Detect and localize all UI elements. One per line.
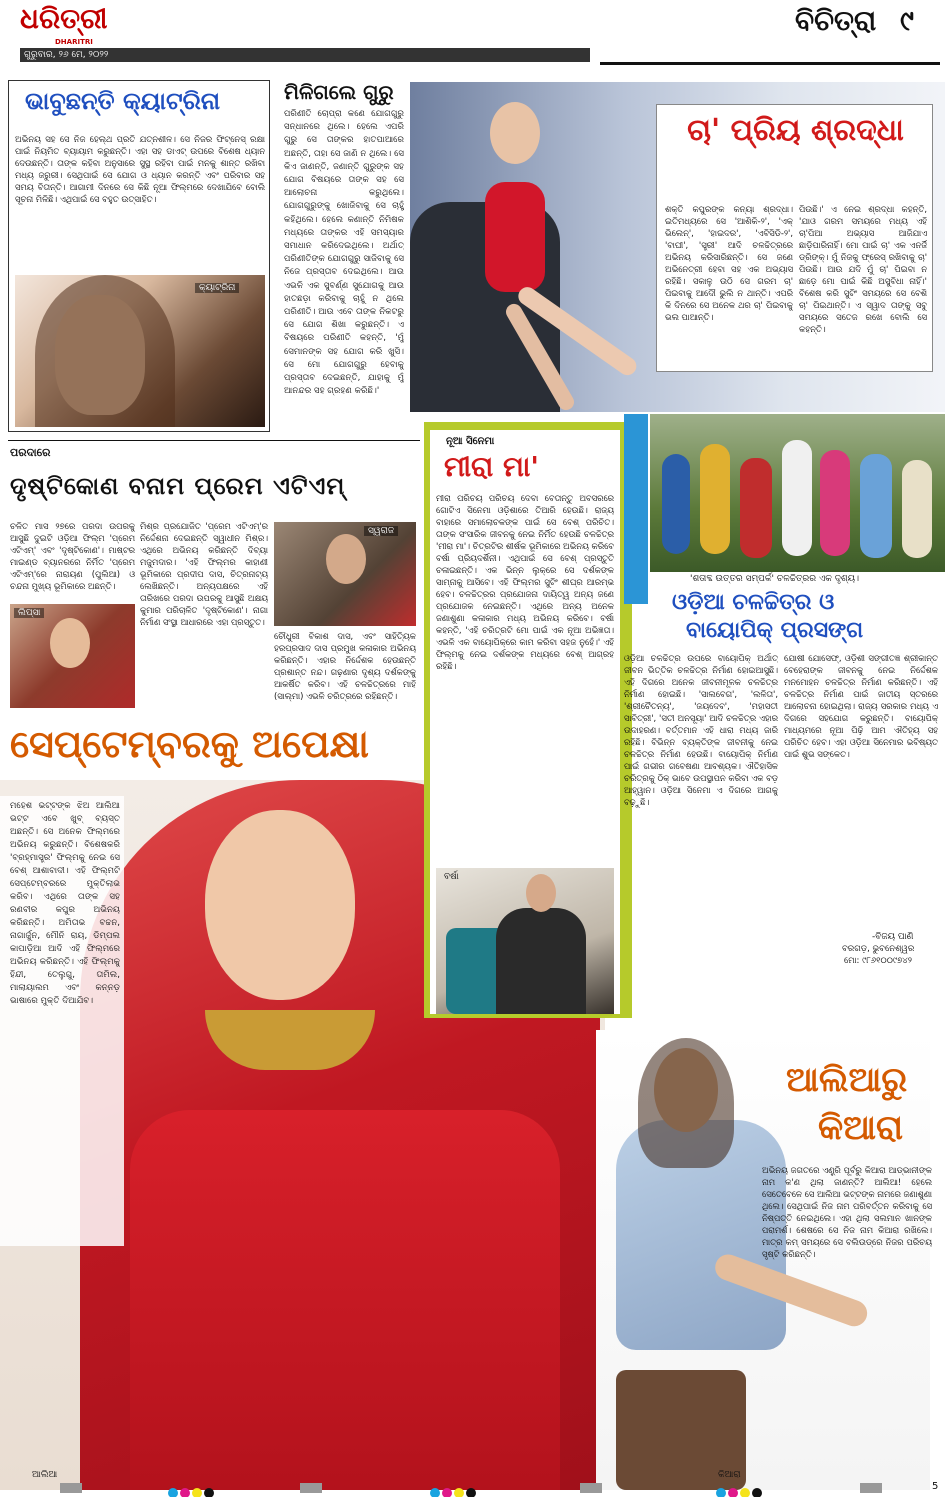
masthead — [0, 0, 945, 72]
film-figure-4 — [782, 440, 812, 556]
film-figure-7 — [902, 460, 932, 558]
section-name: ବିଚିତ୍ରା — [795, 4, 877, 37]
alia-lehenga — [130, 1110, 560, 1490]
drushtikona-kicker: ପରଦାରେ — [10, 446, 51, 459]
meera-title: ମୀରା ମା' — [444, 450, 539, 483]
masthead-rule — [600, 62, 940, 65]
film-figure-1 — [662, 454, 690, 554]
lipsa-face — [50, 618, 90, 668]
dot-cyan — [430, 1488, 440, 1497]
odia-film-photo-caption: 'ଶତାବ୍ଦ ଉତ୍ତର ସମ୍ପର୍କ' ଚଳଚ୍ଚିତ୍ରର ଏକ ଦୃଶ୍ୟ। — [690, 574, 860, 584]
odia-film-title-2: ବାୟୋପିକ୍ ପ୍ରସଙ୍ଗ — [686, 618, 864, 643]
kiara-body: ଅଭିନୟ ଜଗତରେ ଏଣ୍ଟ୍ରି ପୂର୍ବରୁ କିଆରା ଆଡ୍ଭାନୀଙ୍କ ନାମ କ'ଣ ଥିଲା ଜାଣନ୍ତି? ଆଲିଆ! ହେଲେ ସେତେବେଳେ ସେ ଆଲିଆ ଭଟ୍ଟଙ୍କ ନାମରେ ଜଣାଶୁଣା ଥିଲେ। ସେଥିପାଇଁ ନିଜ ନାମ ପରିବର୍ତ୍ତନ କରିବାକୁ ସେ ନିଷ୍ପତ୍ତି ନେଇଥିଲେ। ଏହା ଥିଲା ସଲମାନ ଖାନଙ୍କ ପରାମର୍ଶ। ଶେଷରେ ସେ ନିଜ ନାମ କିଆରା ରଖିଲେ। ମାତ୍ର କମ୍ ସମୟରେ ସେ ବଲିଉଡ୍‌ରେ ନିଜର ପରିଚୟ ସୃଷ୍ଟି କରିଛନ୍ତି। — [762, 1165, 932, 1259]
alia-title: ସେପ୍ଟେମ୍ବରକୁ ଅପେକ୍ଷା — [10, 722, 369, 766]
color-dots-1 — [168, 1483, 216, 1497]
dot-yellow — [454, 1488, 464, 1497]
color-dots-2 — [430, 1483, 478, 1497]
dot-black — [752, 1488, 762, 1497]
dot-magenta — [180, 1488, 190, 1497]
dot-yellow — [740, 1488, 750, 1497]
dot-cyan — [168, 1488, 178, 1497]
meera-body: ମୀରା ପରିଚୟ ପରିଚୟ ଦେବା ବେତାନ୍ତୁ ଅବସରରେ ଗୋଟିଏ ସିନେମା ଓଡ଼ିଶାରେ ତିଆରି ହେଉଛି। ରାଜ୍ୟ ବାହାରେ ସମାଲୋଚକଙ୍କ ପାଇଁ ସେ ବେଶ୍ ପରିଚିତ। ତାଙ୍କ ସଂସାରିକ ଜୀବନକୁ ନେଇ ନିର୍ମିତ ହେଉଛି ଚଳଚ୍ଚିତ୍ର 'ମୀରା ମା'। ଚିତ୍ରଟିର ଶୀର୍ଷକ ଭୂମିକାରେ ଅଭିନୟ କରିବେ ବର୍ଷା ପ୍ରିୟଦର୍ଶିନୀ। ଏଥିପାଇଁ ସେ ବେଶ୍ ପ୍ରସ୍ତୁତି ଚଳାଇଛନ୍ତି। ଏକ ଭିନ୍ନ ଲୁକ୍‌ରେ ସେ ଦର୍ଶକଙ୍କ ସାମ୍ନାକୁ ଆସିବେ। ଏହି ଫିଲ୍ମର ସୁଟିଂ ଶୀଘ୍ର ଆରମ୍ଭ ହେବ। ଚଳଚ୍ଚିତ୍ରର ପ୍ରଯୋଜନା ଦାୟିତ୍ୱ ଅନ୍ୟ ଜଣେ ପ୍ରଯୋଜକ ନେଇଛନ୍ତି। ଏଥିରେ ଅନ୍ୟ ଅନେକ ଜଣାଶୁଣା କଳାକାର ମଧ୍ୟ ଅଭିନୟ କରିବେ। ବର୍ଷା କହନ୍ତି, 'ଏହି ଚରିତ୍ରଟି ମୋ ପାଇଁ ଏକ ନୂଆ ଅଭିଜ୍ଞତା। ଏଭଳି ଏକ ବାୟୋପିକ୍‌ରେ କାମ କରିବା ସହଜ ନୁହେଁ।' ଏହି ଫିଲ୍ମକୁ ନେଇ ଦର୍ଶକଙ୍କ ମଧ୍ୟରେ ବେଶ୍ ଆଗ୍ରହ ରହିଛି। — [436, 493, 614, 671]
shraddha-head — [490, 102, 540, 164]
section-rule — [8, 440, 420, 441]
barsha-photo — [436, 868, 614, 1014]
katrina-body: ଅଭିନୟ ସହ ସେ ନିଜ ହେଲ୍ଥ ପ୍ରତି ଯତ୍ନଶୀଳ। ସେ ନିଜର ଫିଟ୍ନେସ୍ ରକ୍ଷା ପାଇଁ ନିୟମିତ ବ୍ୟାୟାମ କରୁଛନ୍ତି। ଏହା ସହ ଡାଏଟ୍ ଉପରେ ବିଶେଷ ଧ୍ୟାନ ଦେଉଛନ୍ତି। ତାଙ୍କ କହିବା ଅନୁସାରେ ସୁସ୍ଥ ରହିବା ପାଇଁ ମନକୁ ଶାନ୍ତ ରଖିବା ମଧ୍ୟ ଜରୁରୀ। ସେଥିପାଇଁ ସେ ଯୋଗ ଓ ଧ୍ୟାନ କରନ୍ତି ଏବଂ ପରିବାର ସହ ସମୟ ବିତାନ୍ତି। ଆଗାମୀ ଦିନରେ ସେ କିଛି ନୂଆ ଫିଲ୍ମରେ ଦେଖାଯିବେ ବୋଲି ସୂଚନା ମିଳିଛି। ଏଥିପାଇଁ ସେ ବହୁତ ଉତ୍ସାହିତ। — [15, 134, 265, 204]
odia-film-col2: ଯୋଷୀ ଯୋସେଫ୍, ଓଡ଼ିଶୀ ସଙ୍ଗୀତଜ୍ଞ ଶ୍ରୀକାନ୍ତ ବେହେରାଙ୍କ ଜୀବନକୁ ନେଇ ନିର୍ଦ୍ଦେଶକ ମନମୋହନ ଚଳଚ୍ଚିତ୍ର ନିର୍ମାଣ କରିଛନ୍ତି। ଏହି ଚଳଚ୍ଚିତ୍ର ନିର୍ମାଣ ପାଇଁ ଜାତୀୟ ସ୍ତରରେ ଆଲୋଚନା ହୋଇଥିଲା। ରାଜ୍ୟ ସରକାର ମଧ୍ୟ ଏ ଦିଗରେ ସହଯୋଗ କରୁଛନ୍ତି। ବାୟୋପିକ୍ ମାଧ୍ୟମରେ ନୂଆ ପିଢ଼ି ଆମ ଐତିହ୍ୟ ସହ ପରିଚିତ ହେବ। ଏହା ଓଡ଼ିଆ ସିନେମାର ଭବିଷ୍ୟତ ପାଇଁ ଶୁଭ ସଙ୍କେତ। — [784, 653, 938, 759]
film-figure-2 — [700, 444, 730, 554]
reg-mark-4 — [860, 1483, 882, 1493]
date-line: ଗୁରୁବାର, ୨୬ ମେ, ୨୦୨୨ — [24, 50, 109, 60]
drushtikona-col1: ଚଳିତ ମାସ ୨୭ରେ ପରଦା ଉପରକୁ ଆସୁଛି ଦୁଇଟି ଓଡ଼ିଆ ଫିଲ୍ମ 'ପ୍ରେମ ଏଟିଏମ୍' ଏବଂ 'ଦୃଷ୍ଟିକୋଣ'। ମାଷ୍ଟର ମାଇଣ୍ଡ ବ୍ୟାନରରେ ନିର୍ମିତ 'ପ୍ରେମ ଏଟିଏମ୍'ରେ ନାରାୟଣ (ପୁଲିଆ) ଓ ଚନ୍ଦନା ମୁଖ୍ୟ ଭୂମିକାରେ ଅଛନ୍ତି। — [10, 521, 135, 591]
meera-box — [430, 430, 620, 1014]
film-figure-6 — [860, 454, 892, 558]
shraddha-col2: ପିଉଛି।' ଏ ନେଇ ଶ୍ରଦ୍ଧା କହନ୍ତି, 'ଯାଓ ଗରମ ସମୟରେ ମଧ୍ୟ ଏହି ଚା'ପିଆ ଅଭ୍ୟାସ ଆଜିଯାଏ ଛାଡ଼ିପାରିନାହିଁ। ମୋ ପାଇଁ ଚା' ଏକ ଏନର୍ଜି ଡ୍ରିଙ୍କ୍। ମୁଁ ନିଜକୁ ଫ୍ରେସ୍ ରଖିବାକୁ ଚା' ପିଉଛି। ଆଉ ଯଦି ମୁଁ ଚା' ପିଇବା ନ ଛାଡ଼େ ମୋ ପାଇଁ କିଛି ଅସୁବିଧା ନାହିଁ।' ବିଶେଷ କରି ସୁଟିଂ ସମୟରେ ସେ ବେଶି ଚା' ପିଇଥାନ୍ତି। ଏ ସ୍ୱାଦ ତାଙ୍କୁ ସବୁ ସମୟରେ ସତେଜ ରଖେ ବୋଲି ସେ କହନ୍ତି। — [799, 204, 927, 334]
katrina-title: ଭାବୁଛନ୍ତି କ୍ୟାଟ୍ରିନା — [25, 87, 221, 115]
reg-mark-2 — [300, 1483, 322, 1493]
dot-magenta — [442, 1488, 452, 1497]
barsha-head — [526, 874, 556, 912]
odia-film-col1: ଓଡ଼ିଆ ଚଳଚ୍ଚିତ୍ର ଉପରେ ବାୟୋପିକ୍ ଅର୍ଥାତ୍ ଜୀବନ ଭିତ୍ତିକ ଚଳଚ୍ଚିତ୍ର ନିର୍ମାଣ ହୋଇଆସୁଛି। ଏହି ଦିଗରେ ଅନେକ ଜୀବନୀମୂଳକ ଚଳଚ୍ଚିତ୍ର ନିର୍ମାଣ ହୋଇଛି। 'ସାଲବେଗ', 'ଲଳିତା', 'ଶ୍ରୀଚୈତନ୍ୟ', 'ଜୟଦେବ', 'ମହାସତୀ ସାବିତ୍ରୀ', 'ସତୀ ଅନସୂୟା' ଆଦି ଚଳଚ୍ଚିତ୍ର ଏହାର ଉଦାହରଣ। ବର୍ତ୍ତମାନ ଏହି ଧାରା ମଧ୍ୟ ଜାରି ରହିଛି। ବିଭିନ୍ନ ବ୍ୟକ୍ତିଙ୍କ ଜୀବନୀକୁ ନେଇ ଚଳଚ୍ଚିତ୍ର ନିର୍ମାଣ ହେଉଛି। ବାୟୋପିକ୍ ନିର୍ମାଣ ପାଇଁ ଗଭୀର ଗବେଷଣା ଆବଶ୍ୟକ। ଐତିହାସିକ ଚରିତ୍ରକୁ ଠିକ୍ ଭାବେ ଉପସ୍ଥାପନ କରିବା ଏକ ବଡ଼ ଆହ୍ୱାନ। ଓଡ଼ିଆ ସିନେମା ଏ ଦିଗରେ ଆଗକୁ ବଢ଼ୁଛି। — [624, 653, 778, 807]
page-mark: 5 — [932, 1481, 939, 1492]
katrina-hair — [35, 275, 175, 427]
reg-mark-3 — [580, 1483, 602, 1493]
footer — [0, 1480, 945, 1497]
film-figure-5 — [820, 450, 850, 556]
odia-film-phone: ମୋ: ୯୮୬୧୦୦୯୭୪୨ — [844, 956, 912, 966]
film-figure-3 — [740, 458, 772, 558]
dot-yellow — [192, 1488, 202, 1497]
odia-film-title-1: ଓଡ଼ିଆ ଚଳଚ୍ଚିତ୍ର ଓ — [672, 590, 835, 615]
logo-text: ଧରିତ୍ରୀ — [20, 2, 108, 35]
swaraj-face — [326, 534, 366, 584]
dot-magenta — [728, 1488, 738, 1497]
katrina-photo — [15, 275, 265, 427]
page-number: ୯ — [900, 4, 914, 37]
dot-black — [204, 1488, 214, 1497]
kiara-hair — [638, 1038, 734, 1168]
katrina-caption: କ୍ୟାଟ୍ରିନା — [195, 283, 239, 293]
kiara-title-1: ଆଲିଆରୁ — [786, 1060, 908, 1100]
barsha-caption: ବର୍ଷା — [444, 872, 459, 882]
reg-mark-1 — [60, 1483, 82, 1493]
meera-blue-bar — [624, 414, 648, 604]
kiara-caption: କିଆରା — [718, 1470, 741, 1480]
katrina-box — [8, 80, 270, 432]
logo — [20, 2, 140, 38]
guru-body: ପରିଣୀତି ଚୋପ୍ରା କଣେ ଯୋଗଗୁରୁ ସନ୍ଧାନରେ ଥିଲେ। ହେଲେ ଏପରି ଗୁରୁ ସେ ତାଙ୍କର ହାତପାଆରେ ଅଛନ୍ତି, ତାହା ସେ ଜାଣି ନ ଥିଲେ। ସେ କିଏ ଜାଣନ୍ତି, ଜଣାନ୍ତି ଗୁରୁଙ୍କ ସହ ଯୋଗ ବିଷୟରେ ତାଙ୍କ ସହ ସେ ଆଲୋଚନା କରୁଥିଲେ। ଯୋଗଗୁରୁଙ୍କୁ ଖୋଜିବାକୁ ସେ ଚାହୁଁ କହିଥିଲେ। ହେଲେ କଣାନ୍ତି ନିମିଷକ ମଧ୍ୟରେ ତାଙ୍କର ଏହି ସମସ୍ୟାର ସମାଧାନ କରିଦେଇଥିଲେ। ଅର୍ଥାତ୍ ପରିଣୀତିଙ୍କ ଯୋଗଗୁରୁ ସାଜିବାକୁ ସେ ନିଜେ ପ୍ରସ୍ତାବ ଦେଇଥିଲେ। ଆଉ ଏଭଳି ଏକ ସୁବର୍ଣ୍ଣ ସୁଯୋଗକୁ ଆଉ ହାତଛଡ଼ା କରିବାକୁ ଚାହୁଁ ନ ଥିଲେ ପରିଣୀତି। ଆଉ ଏବେ ତାଙ୍କ ନିକଟରୁ ସେ ଯୋଗ ଶିଖା କରୁଛନ୍ତି। ଏ ବିଷୟରେ ପରିଣୀତି କହନ୍ତି, 'ମୁଁ ସେମାନଙ୍କ ସହ ଯୋଗ କରି ଖୁସି। ସେ ମୋ ଯୋଗଗୁରୁ ହେବାକୁ ପ୍ରସ୍ତାବ ଦେଇଛନ୍ତି, ଯାହାକୁ ମୁଁ ଆନନ୍ଦର ସହ ଗ୍ରହଣ କରିଛି।' — [284, 109, 404, 397]
drushtikona-col2: ମିଶ୍ର ପ୍ରଯୋଜିତ 'ପ୍ରେମ ଏଟିଏମ୍'ର ନିର୍ଦ୍ଦେଶନା ଦେଇଛନ୍ତି ସ୍ୱାଧୀନ ମିଶ୍ର। ଏଥିରେ ଅଭିନୟ କରିଛନ୍ତି ଦିବ୍ୟା ମଜୁମଦାର। 'ଏହି ଫିଲ୍ମର କାହାଣୀ ଭୂମିକାରେ ପ୍ରଦୀପ ଦାସ, ଚିତ୍ରନାଟ୍ୟ ଲେଖିଛନ୍ତି। ଅନ୍ୟପକ୍ଷରେ ଏହି ତାରିଖରେ ପରଦା ଉପରକୁ ଆସୁଛି ଅକ୍ଷୟ କୁମାର ପରିଚାଳିତ 'ଦୃଷ୍ଟିକୋଣ'। ନାଗା ନିର୍ମାଣ ସଂସ୍ଥା ଆଧାରରେ ଏହା ପ୍ରସ୍ତୁତ। — [140, 521, 268, 627]
lipsa-caption: ଲିପ୍ସା — [14, 608, 44, 618]
swaraj-caption: ସ୍ୱରାଜ — [364, 526, 398, 536]
shraddha-text-box — [656, 104, 933, 372]
dot-black — [466, 1488, 476, 1497]
odia-film-photo — [650, 414, 945, 572]
shraddha-title: ଚା' ପ୍ରିୟ ଶ୍ରଦ୍ଧା — [687, 113, 904, 148]
guru-title: ମିଳିଗଲେ ଗୁରୁ — [284, 80, 394, 104]
color-dots-3 — [716, 1483, 764, 1497]
shraddha-col1: ଶକ୍ତି କପୁରଙ୍କ କନ୍ୟା ଶ୍ରଦ୍ଧା। ଇତିମଧ୍ୟରେ ସେ 'ଆଶିକି-୨', 'ଏକ୍ ଭିଲେନ୍', 'ହାଇଦର', 'ଏବିସିଡି-୨', 'ବାଘୀ', 'ସ୍ତ୍ରୀ' ଆଦି ଚଳଚ୍ଚିତ୍ରରେ ଅଭିନୟ କରିସାରିଛନ୍ତି। ସେ ଜଣେ ଅଭିନେତ୍ରୀ ହେବା ସହ ଏକ ଅଭ୍ୟାସ ରହିଛି। ସକାଳୁ ଉଠି ସେ ଗରମ ଚା' ପିଇବାକୁ ଆଦୌ ଭୁଲି ନ ଥାନ୍ତି। ଏପରି କି ଦିନରେ ସେ ଅନେକ ଥର ଚା' ପିଇବାକୁ ଭଲ ପାଆନ୍ତି। — [665, 204, 793, 322]
alia-face — [205, 810, 355, 1000]
dot-cyan — [716, 1488, 726, 1497]
swaraj-photo — [274, 522, 416, 626]
logo-sub: DHARITRI — [55, 38, 93, 46]
meera-kicker: ନୂଆ ସିନେମା — [446, 436, 495, 447]
odia-film-place: ବରଗଡ଼, ଭୁବନେଶ୍ୱର — [842, 944, 915, 954]
alia-caption: ଆଲିଆ — [32, 1470, 58, 1480]
lipsa-photo — [10, 604, 135, 708]
kiara-title-2: କିଆରା — [818, 1108, 904, 1148]
alia-body: ମହେଶ ଭଟ୍ଟଙ୍କ ଝିଅ ଆଲିଆ ଭଟ୍ଟ ଏବେ ଖୁବ୍ ବ୍ୟସ୍ତ ଅଛନ୍ତି। ସେ ଅନେକ ଫିଲ୍ମରେ ଅଭିନୟ କରୁଛନ୍ତି। ବିଶେଷକରି 'ବ୍ରହ୍ମାସ୍ତ୍ର' ଫିଲ୍ମକୁ ନେଇ ସେ ବେଶ୍ ଆଶାବାଦୀ। ଏହି ଫିଲ୍ମଟି ସେପ୍ଟେମ୍ବରରେ ମୁକ୍ତିଲାଭ କରିବ। ଏଥିରେ ତାଙ୍କ ସହ ରଣବୀର କପୁର ଅଭିନୟ କରିଛନ୍ତି। ଅମିତାଭ ବଚ୍ଚନ, ନାଗାର୍ଜୁନ, ମୌନି ରାୟ, ଡିମ୍ପଲ କାପାଡ଼ିଆ ଆଦି ଏହି ଫିଲ୍ମରେ ଅଭିନୟ କରିଛନ୍ତି। ଏହି ଫିଲ୍ମକୁ ହିନ୍ଦୀ, ତେଲୁଗୁ, ତାମିଲ, ମାଲାୟାଲମ ଏବଂ କନ୍ନଡ଼ ଭାଷାରେ ମୁକ୍ତି ଦିଆଯିବ। — [10, 801, 120, 1006]
drushtikona-title: ଦୃଷ୍ଟିକୋଣ ବନାମ ପ୍ରେମ ଏଟିଏମ୍ — [10, 472, 346, 500]
drushtikona-col3: ଚୌଧୁରୀ ବିକାଶ ଦାସ, ଏବଂ ସାହିତ୍ୟିକ ହରପ୍ରସାଦ ଦାସ ପ୍ରମୁଖ କଳାକାର ଅଭିନୟ କରିଛନ୍ତି। ଏହାର ନିର୍ଦ୍ଦେଶକ ହେଉଛନ୍ତି ପ୍ରଶାନ୍ତ ନନ୍ଦ। ଗଢ଼ଣାର ଦୃଶ୍ୟ ଦର୍ଶକଙ୍କୁ ଆକର୍ଷିତ କରିବ। ଏହି ଚଳଚ୍ଚିତ୍ରରେ ମାହି (ସାଲ୍ମା) ଏଭଳି ଚରିତ୍ରରେ ରହିଛନ୍ତି। — [274, 631, 416, 701]
shraddha-dress — [485, 182, 545, 292]
odia-film-byline: -ବିଜୟ ପାଣି — [872, 932, 914, 942]
barsha-saree — [496, 908, 586, 1014]
